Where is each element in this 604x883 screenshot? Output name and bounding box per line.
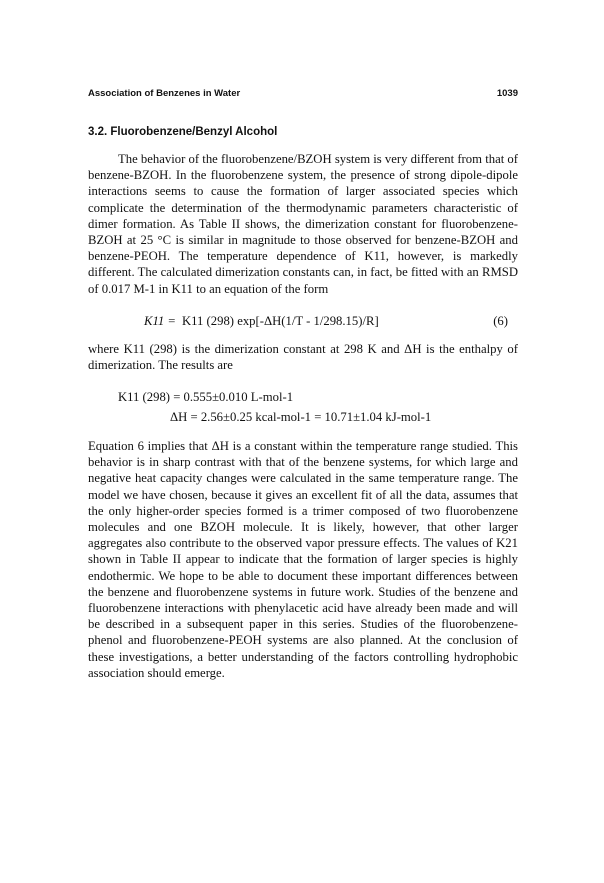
running-head — [88, 88, 518, 102]
running-head-title: Association of Benzenes in Water — [88, 88, 241, 99]
section-heading: 3.2. Fluorobenzene/Benzyl Alcohol — [88, 126, 278, 138]
result-delta-h: ΔH = 2.56±0.25 kcal-mol-1 = 10.71±1.04 kJ-mol-1 — [170, 410, 432, 424]
equation-number: (6) — [493, 314, 508, 328]
paragraph-2: where K11 (298) is the dimerization constant at 298 K and ΔH is the enthalpy of dimerization. The results are — [88, 342, 518, 373]
paragraph-3: Equation 6 implies that ΔH is a constant within the temperature range studied. This behavior is in sharp contrast with that of the benzene systems, for which large and negative heat capacity changes were calculated in the same temperature range. The model we have chosen, because it gives an excellent fit of all the data, assumes that the only higher-order species formed is a trimer composed of two fluorobenzene molecules and one BZOH molecule. It is likely, however, that other larger aggregates also contribute to the observed vapor pressure effects. The values of K21 shown in Table II appear to indicate that the formation of larger species is highly endothermic. We hope to be able to document these important differences between the benzene and fluorobenzene systems in future work. Studies of the benzene and fluorobenzene interactions with phenylacetic acid have already been made and will be described in a subsequent paper in this series. Studies of the fluorobenzene-phenol and fluorobenzene-PEOH systems are also planned. At the conclusion of these investigations, a better understanding of the factors controlling hydrophobic association should emerge. — [88, 439, 518, 680]
equation-lhs: K11 = — [144, 314, 176, 328]
equation-rhs: K11 (298) exp[-ΔH(1/T - 1/298.15)/R] — [182, 314, 379, 328]
equation-6 — [88, 314, 518, 332]
result-k11: K11 (298) = 0.555±0.010 L-mol-1 — [118, 390, 294, 404]
page-number: 1039 — [496, 88, 518, 99]
paragraph-1: The behavior of the fluorobenzene/BZOH system is very different from that of benzene-BZOH. In the fluorobenzene system, the presence of strong dipole-dipole interactions seems to cause the formation of larger associated species which complicate the determination of the thermodynamic parameters characteristic of dimer formation. As Table II shows, the dimerization constant for fluorobenzene-BZOH at 25 °C is similar in magnitude to those observed for benzene-BZOH and benzene-PEOH. The temperature dependence of K11, however, is markedly different. The calculated dimerization constants can, in fact, be fitted with an RMSD of 0.017 M-1 in K11 to an equation of the form — [88, 152, 518, 296]
